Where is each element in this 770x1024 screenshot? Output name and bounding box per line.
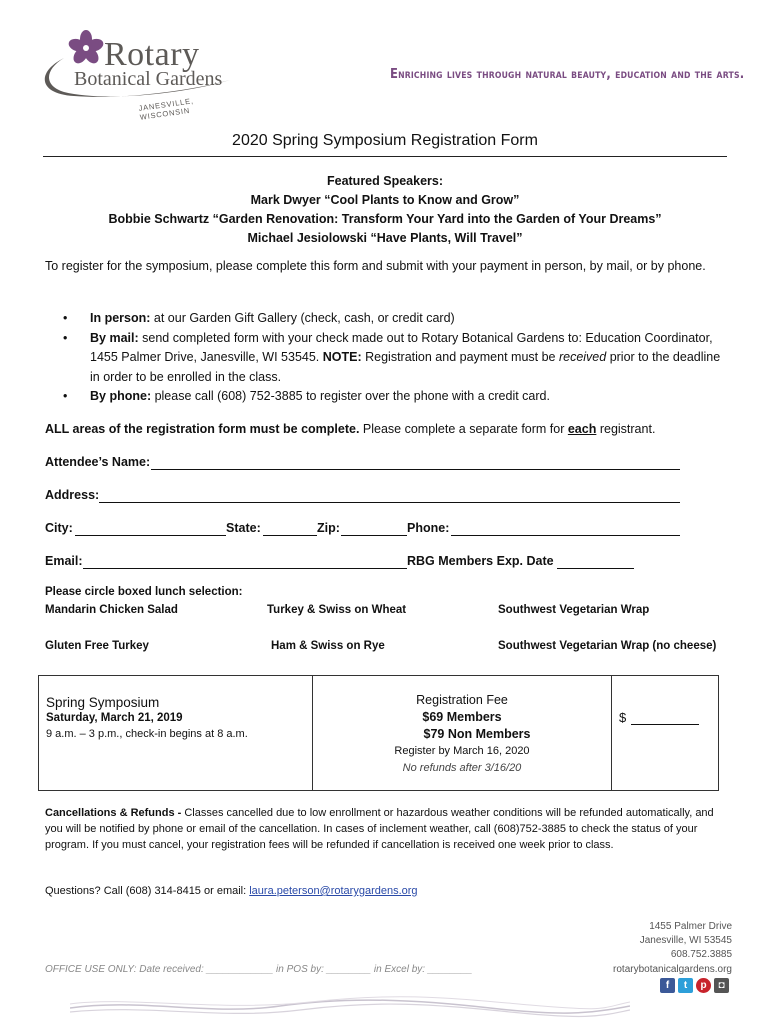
phone-label: Phone:	[407, 521, 450, 535]
rbg-exp-field[interactable]	[557, 568, 634, 569]
bullet-icon: •	[63, 311, 68, 325]
pinterest-icon[interactable]: p	[696, 978, 711, 993]
questions-line	[45, 885, 418, 897]
in-person-text: at our Garden Gift Gallery (check, cash, or credit card)	[150, 311, 455, 325]
featured-speakers	[0, 172, 770, 248]
lunch-option[interactable]: Southwest Vegetarian Wrap (no cheese)	[498, 640, 717, 652]
requirement-text-end: registrant.	[596, 422, 656, 436]
registration-methods	[63, 309, 728, 407]
social-links	[660, 978, 729, 993]
twitter-icon[interactable]: t	[678, 978, 693, 993]
event-date: Saturday, March 21, 2019	[46, 712, 183, 724]
questions-text: Questions? Call (608) 314-8415 or email:	[45, 885, 250, 897]
registration-table	[38, 675, 719, 791]
attendee-name-label: Attendee’s Name:	[45, 455, 151, 469]
lunch-heading: Please circle boxed lunch selection:	[45, 586, 243, 598]
speaker-line: Michael Jesiolowski “Have Plants, Will Travel”	[247, 231, 523, 245]
address-line: rotarybotanicalgardens.org	[613, 963, 732, 975]
contact-email-link[interactable]: laura.peterson@rotarygardens.org	[249, 885, 418, 897]
fee-refunds: No refunds after 3/16/20	[402, 762, 522, 774]
bullet-in-person	[63, 309, 728, 329]
address-line: 608.752.3885	[670, 949, 732, 961]
in-person-label: In person:	[90, 311, 151, 325]
speakers-heading: Featured Speakers:	[326, 174, 444, 188]
logo-text-botanical-gardens: Botanical Gardens	[74, 68, 223, 90]
mail-label: By mail:	[90, 330, 139, 345]
requirement-bold: ALL areas of the registration form must be complete.	[45, 422, 360, 436]
zip-field[interactable]	[341, 535, 407, 536]
amount-field[interactable]	[631, 724, 699, 725]
lunch-option[interactable]: Southwest Vegetarian Wrap	[498, 604, 650, 616]
address-field[interactable]	[99, 502, 680, 503]
lunch-option[interactable]: Turkey & Swiss on Wheat	[267, 604, 407, 616]
rotary-logo	[34, 28, 244, 120]
requirement-each: each	[567, 422, 597, 436]
office-use-only: OFFICE USE ONLY: Date received: ____________ in POS by: ________ in Excel by: ________	[45, 964, 473, 975]
dollar-sign: $	[619, 710, 627, 725]
city-label: City:	[45, 521, 73, 535]
form-title: 2020 Spring Symposium Registration Form	[232, 132, 538, 149]
phone-label: By phone:	[90, 389, 152, 403]
city-field[interactable]	[75, 535, 226, 536]
facebook-icon[interactable]: f	[660, 978, 675, 993]
phone-field[interactable]	[451, 535, 680, 536]
registration-fee	[313, 692, 611, 777]
logo-city: JANESVILLE, WISCONSIN	[138, 96, 195, 122]
mail-text: send completed form with your check made out to Rotary Botanical Gardens to: Education Coordinator, 1455 Palmer Drive, Janesville, WI 53545.	[90, 330, 713, 364]
zip-label: Zip:	[317, 521, 340, 535]
event-name: Spring Symposium	[46, 695, 160, 710]
fee-non-members: $79 Non Members	[423, 727, 531, 741]
instagram-icon[interactable]: ◘	[714, 978, 729, 993]
note-label: NOTE:	[322, 350, 362, 364]
cancellation-text: Classes cancelled due to low enrollment or hazardous weather conditions will be refunded automatically, and you will be notified by phone or email of the cancellation. In cases of inclement weather, call (608)752-3885 to check the status of your program. If you must cancel, your registration fees will be refunded if cancellation is received one week prior to class.	[45, 807, 714, 851]
rbg-exp-label: RBG Members Exp. Date	[407, 554, 554, 568]
state-label: State:	[226, 521, 261, 535]
footer-address	[613, 920, 732, 977]
tagline: Enriching lives through natural beauty, education and the arts.	[390, 66, 745, 82]
table-divider	[611, 676, 612, 790]
speaker-line: Mark Dwyer “Cool Plants to Know and Grow”	[250, 193, 520, 207]
lunch-option[interactable]: Gluten Free Turkey	[45, 640, 149, 652]
speaker-line: Bobbie Schwartz “Garden Renovation: Transform Your Yard into the Garden of Your Dreams”	[108, 212, 662, 226]
decorative-waves	[70, 996, 630, 1020]
attendee-name-field[interactable]	[151, 469, 680, 470]
bullet-icon: •	[63, 330, 68, 345]
address-label: Address:	[45, 488, 100, 502]
cancellation-policy	[45, 806, 730, 853]
fee-deadline: Register by March 16, 2020	[394, 745, 530, 757]
bullet-by-phone	[63, 387, 728, 407]
address-line: Janesville, WI 53545	[639, 935, 732, 947]
cancellation-label: Cancellations & Refunds -	[45, 807, 182, 819]
note-text: Registration and payment must be	[361, 350, 559, 364]
address-line: 1455 Palmer Drive	[649, 921, 732, 932]
note-text-end: prior to the deadline in order to be enrolled in the class.	[90, 350, 721, 384]
lunch-option[interactable]: Ham & Swiss on Rye	[271, 640, 385, 652]
title-divider	[43, 156, 727, 157]
bullet-icon: •	[63, 389, 68, 403]
email-label: Email:	[45, 554, 83, 568]
lunch-option[interactable]: Mandarin Chicken Salad	[45, 604, 178, 616]
state-field[interactable]	[263, 535, 317, 536]
note-received: received	[558, 350, 607, 364]
intro-paragraph: To register for the symposium, please complete this form and submit with your payment in person, by mail, or by phone.	[45, 259, 706, 273]
email-field[interactable]	[83, 568, 407, 569]
requirement-note	[45, 422, 655, 436]
bullet-by-mail	[63, 329, 728, 388]
fee-members: $69 Members	[422, 710, 502, 724]
event-time: 9 a.m. – 3 p.m., check-in begins at 8 a.m.	[46, 728, 248, 740]
phone-text: please call (608) 752-3885 to register over the phone with a credit card.	[151, 389, 550, 403]
fee-heading: Registration Fee	[416, 693, 508, 707]
logo-text-rotary: Rotary	[104, 36, 200, 73]
requirement-text: Please complete a separate form for	[359, 422, 568, 436]
